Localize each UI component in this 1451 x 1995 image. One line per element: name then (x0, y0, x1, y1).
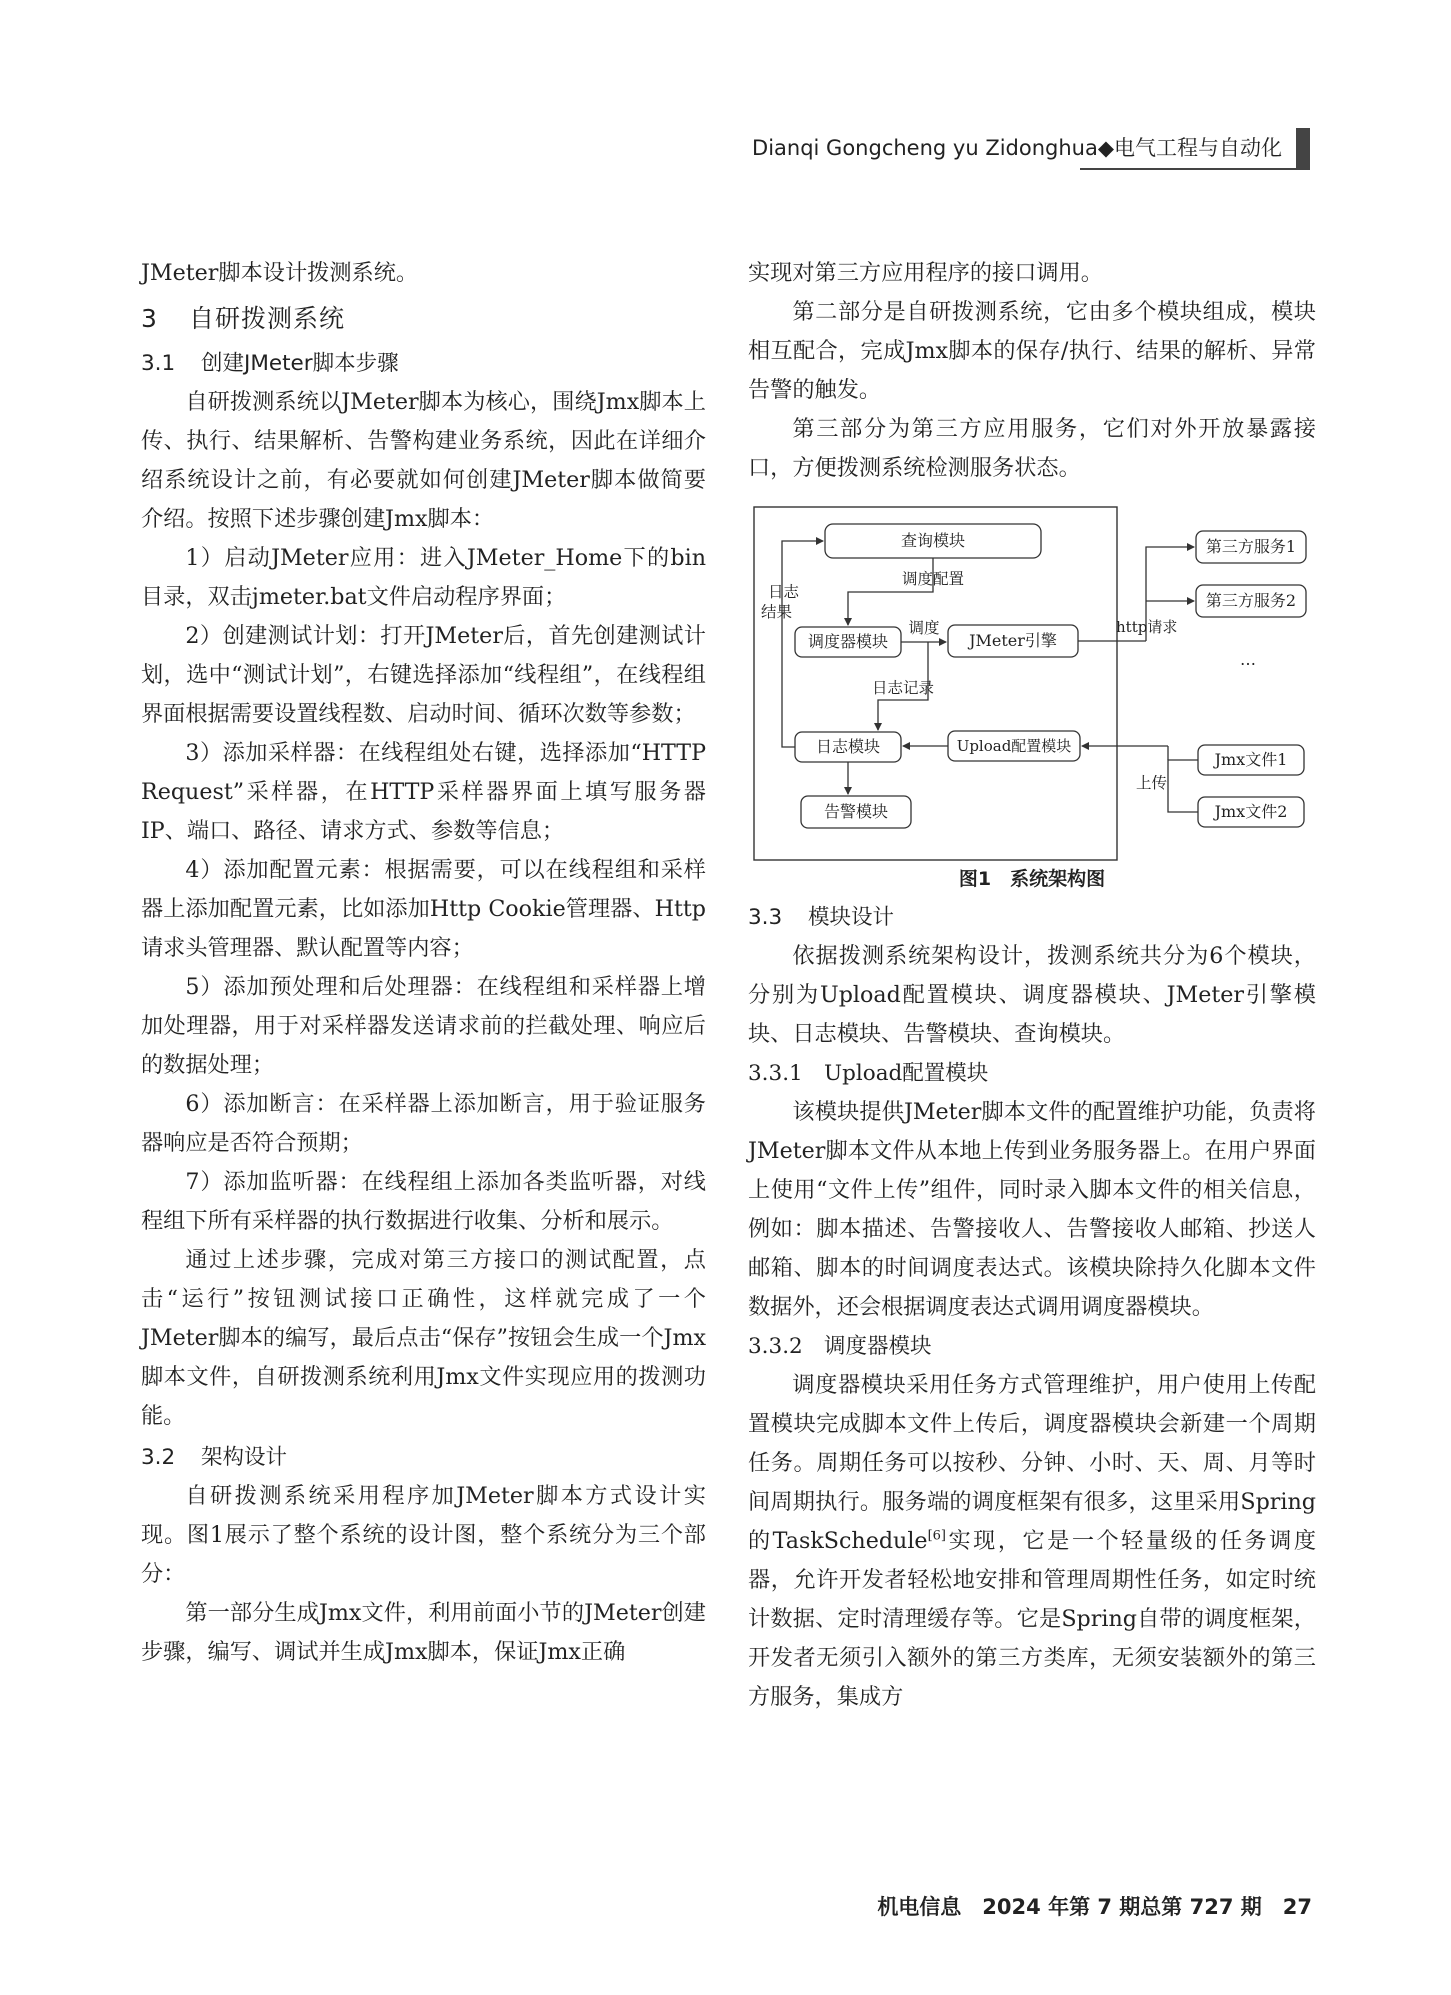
section-title: 创建JMeter脚本步骤 (201, 351, 399, 376)
architecture-diagram (748, 502, 1316, 864)
alarm-module-label: 告警模块 (823, 802, 889, 821)
section-heading-3-1 (141, 344, 706, 383)
right-column (748, 254, 1316, 1717)
left-column (141, 254, 706, 1672)
label-schedule: 调度 (908, 619, 940, 637)
scheduler-module-node (795, 627, 901, 657)
section-title: Upload配置模块 (824, 1061, 989, 1086)
paragraph: 第二部分是自研拨测系统，它由多个模块组成，模块相互配合，完成Jmx脚本的保存/执行、结果的解析、异常告警的触发。 (748, 299, 1316, 403)
upload-config-module-node (948, 731, 1080, 761)
label-log-result-2: 结果 (761, 603, 793, 621)
third-party-service-2-label: 第三方服务2 (1205, 591, 1297, 610)
jmx-file-1-node (1198, 745, 1304, 775)
diagram-edges (782, 541, 1198, 812)
header-bar (1296, 128, 1310, 168)
log-module-label: 日志模块 (815, 737, 881, 756)
step-3: 3）添加采样器：在线程组处右键，选择添加“HTTP Request”采样器，在HTTP采样器界面上填写服务器IP、端口、路径、请求方式、参数等信息； (141, 740, 706, 844)
upload-config-module-label: Upload配置模块 (956, 737, 1072, 755)
section-heading-3 (141, 300, 706, 338)
section-number: 3.3.2 (748, 1334, 803, 1359)
paragraph: 第一部分生成Jmx文件，利用前面小节的JMeter创建步骤，编写、调试并生成Jmx脚本，保证Jmx正确 (141, 1600, 706, 1665)
figure-caption: 图1 系统架构图 (958, 868, 1106, 890)
paragraph: 依据拨测系统架构设计，拨测系统共分为6个模块，分别为Upload配置模块、调度器模块、JMeter引擎模块、日志模块、告警模块、查询模块。 (748, 943, 1316, 1047)
step-7: 7）添加监听器：在线程组上添加各类监听器，对线程组下所有采样器的执行数据进行收集、分析和展示。 (141, 1169, 706, 1234)
page-footer: 机电信息 2024 年第 7 期总第 727 期 27 (877, 1895, 1312, 1919)
section-number: 3.2 (141, 1445, 176, 1470)
step-5: 5）添加预处理和后处理器：在线程组和采样器上增加处理器，用于对采样器发送请求前的拦截处理、响应后的数据处理； (141, 974, 706, 1078)
label-sched-config: 调度配置 (901, 570, 965, 588)
system-architecture-figure (748, 502, 1316, 864)
third-party-service-2-node (1196, 585, 1306, 617)
third-party-service-1-node (1196, 531, 1306, 563)
jmx-file-2-label: Jmx文件2 (1214, 802, 1288, 821)
header-rule (1080, 168, 1310, 170)
paragraph: 自研拨测系统以JMeter脚本为核心，围绕Jmx脚本上传、执行、结果解析、告警构建业务系统，因此在详细介绍系统设计之前，有必要就如何创建JMeter脚本做简要介绍。按照下述步骤创建Jmx脚本： (141, 389, 706, 532)
third-party-service-1-label: 第三方服务1 (1205, 537, 1297, 556)
edge-jmx-files (1168, 760, 1198, 812)
step-1: 1）启动JMeter应用：进入JMeter_Home下的bin目录，双击jmeter.bat文件启动程序界面； (141, 545, 706, 610)
running-header (752, 128, 1310, 168)
label-http-request: http请求 (1116, 618, 1178, 636)
paragraph: 通过上述步骤，完成对第三方接口的测试配置，点击“运行”按钮测试接口正确性，这样就完成了一个JMeter脚本的编写，最后点击“保存”按钮会生成一个Jmx脚本文件，自研拨测系统利用Jmx文件实现应用的拨测功能。 (141, 1247, 706, 1429)
running-title: Dianqi Gongcheng yu Zidonghua◆电气工程与自动化 (752, 136, 1282, 160)
section-number: 3.3 (748, 905, 783, 930)
label-log-record: 日志记录 (871, 679, 935, 697)
step-6: 6）添加断言：在采样器上添加断言，用于验证服务器响应是否符合预期； (141, 1091, 706, 1156)
section-number: 3.3.1 (748, 1061, 803, 1086)
section-heading-3-3 (748, 898, 1316, 937)
label-ellipsis: … (1240, 650, 1256, 669)
paragraph: 该模块提供JMeter脚本文件的配置维护功能，负责将JMeter脚本文件从本地上传到业务服务器上。在用户界面上使用“文件上传”组件，同时录入脚本文件的相关信息，例如：脚本描述、告警接收人、告警接收人邮箱、抄送人邮箱、脚本的时间调度表达式。该模块除持久化脚本文件数据外，还会根据调度表达式调用调度器模块。 (748, 1099, 1316, 1320)
query-module-label: 查询模块 (900, 531, 966, 550)
section-number: 3.1 (141, 351, 176, 376)
paragraph (748, 1366, 1316, 1717)
scheduler-module-label: 调度器模块 (807, 632, 889, 651)
edge-query-to-scheduler (848, 558, 933, 625)
step-2: 2）创建测试计划：打开JMeter后，首先创建测试计划，选中“测试计划”，右键选择添加“线程组”，在线程组界面根据需要设置线程数、启动时间、循环次数等参数； (141, 623, 706, 727)
paragraph: JMeter脚本设计拨测系统。 (141, 260, 419, 286)
label-log-result-1: 日志 (768, 583, 800, 601)
alarm-module-node (801, 796, 911, 828)
paragraph-text: 调度器模块采用任务方式管理维护，用户使用上传配置模块完成脚本文件上传后，调度器模块会新建一个周期任务。周期任务可以按秒、分钟、小时、天、周、月等时间周期执行。服务端的调度框架有很多，这里采用Spring的TaskSchedule (748, 1372, 1316, 1554)
section-heading-3-2 (141, 1438, 706, 1477)
jmx-file-2-node (1198, 797, 1304, 827)
section-title: 调度器模块 (824, 1334, 932, 1359)
jmeter-engine-label: JMeter引擎 (969, 631, 1057, 650)
section-title: 架构设计 (201, 1445, 288, 1470)
query-module-node (825, 524, 1041, 558)
section-number: 3 (141, 304, 158, 333)
jmeter-engine-node (948, 625, 1078, 657)
paragraph: 实现对第三方应用程序的接口调用。 (748, 260, 1103, 286)
section-title: 模块设计 (808, 905, 895, 930)
section-title: 自研拨测系统 (189, 304, 346, 333)
paragraph: 自研拨测系统采用程序加JMeter脚本方式设计实现。图1展示了整个系统的设计图，整个系统分为三个部分： (141, 1483, 706, 1587)
section-heading-3-3-2 (748, 1327, 1316, 1366)
step-4: 4）添加配置元素：根据需要，可以在线程组和采样器上添加配置元素，比如添加Http Cookie管理器、Http请求头管理器、默认配置等内容； (141, 857, 706, 961)
paragraph-text: 实现，它是一个轻量级的任务调度器，允许开发者轻松地安排和管理周期性任务，如定时统计数据、定时清理缓存等。它是Spring自带的调度框架，开发者无须引入额外的第三方类库，无须安装额外的第三方服务，集成方 (748, 1528, 1317, 1710)
log-module-node (795, 732, 901, 762)
citation-ref: [6] (927, 1528, 946, 1544)
section-heading-3-3-1 (748, 1054, 1316, 1093)
paragraph: 第三部分为第三方应用服务，它们对外开放暴露接口，方便拨测系统检测服务状态。 (748, 416, 1316, 481)
label-upload: 上传 (1136, 774, 1168, 792)
jmx-file-1-label: Jmx文件1 (1214, 750, 1288, 769)
